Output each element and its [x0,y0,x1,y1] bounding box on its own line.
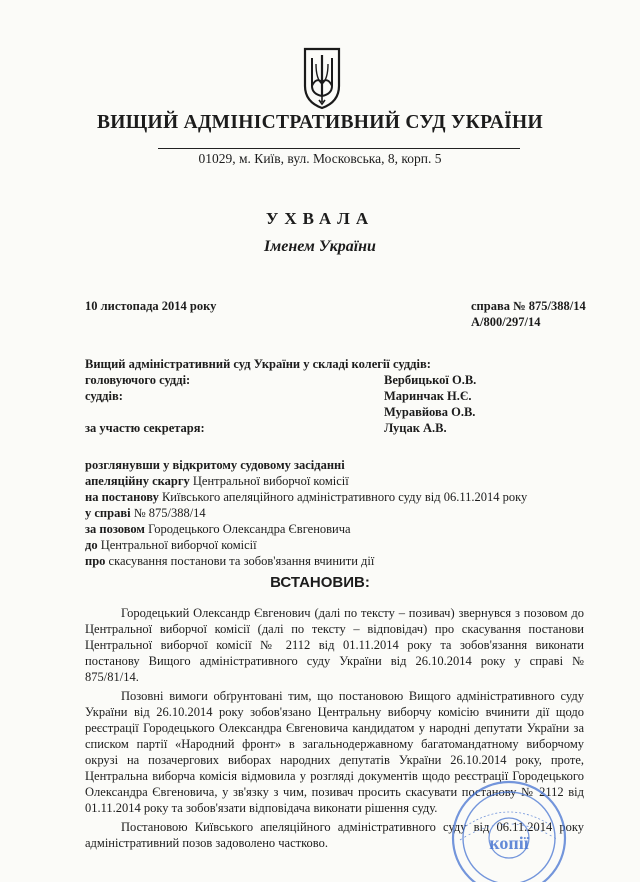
paragraph-line: Центральної виборчої комісії (далі по тексту – відповідач) про скасування постанови [85,622,584,636]
court-name: ВИЩИЙ АДМІНІСТРАТИВНИЙ СУД УКРАЇНИ [96,112,543,133]
subject-case [85,505,206,521]
paragraph-line: реєстрації Городецького Олександра Євгеновича кандидатом у народні депутати України за [85,721,584,735]
paragraph-line: Олександра Євгеновича, у зв'язку з чим, позивач просить скасувати постанову № 2112 від [85,785,584,799]
paragraph-line: України від 26.10.2014 року зобов'язано Центральну виборчу комісію вчинити дії щодо [85,705,584,719]
subject-matter-label: про [85,554,106,568]
judges-label: суддів: [85,389,123,403]
presiding-judge-name: Вербицької О.В. [384,373,477,387]
paragraph-line: Позовні вимоги обґрунтовані тим, що постановою Вищого адміністративного суду [121,689,584,703]
official-stamp-icon [444,778,574,882]
paragraph-line: 875/81/14. [85,670,139,684]
subject-matter-value: скасування постанови та зобов'язання вчинити дії [105,554,375,568]
subject-appeal [85,473,349,489]
paragraph-line: адміністративний позов задоволено частково. [85,836,328,850]
subject-ruling-label: на постанову [85,490,159,504]
presiding-label: головуючого судді: [85,373,191,387]
paragraph-line: Городецький Олександр Євгенович (далі по тексту – позивач) звернувся з позовом до [121,606,584,620]
paragraph-line: списком партії «Народний фронт» в загальнодержавному багатомандатному виборчому [85,737,584,751]
judge-name: Муравйова О.В. [384,405,476,419]
case-number-secondary: А/800/297/14 [471,315,541,329]
decision-date: 10 листопада 2014 року [85,299,217,313]
stamp-label: копії [489,833,529,853]
judge-name: Маринчак Н.Є. [384,389,472,403]
coat-of-arms-icon [302,46,342,110]
paragraph-line: Центральна виборча комісія відмовила у розгляді документів щодо реєстрації Городецького [85,769,584,783]
subject-defendant-label: до [85,538,98,552]
subject-claimant [85,521,351,537]
subject-ruling-value: Київського апеляційного адміністративного суду від 06.11.2014 року [158,490,528,504]
court-address: 01029, м. Київ, вул. Московська, 8, корп. 5 [198,151,442,166]
subject-intro: розглянувши у відкритому судовому засіданні [85,458,345,472]
subject-claimant-label: за позовом [85,522,145,536]
subject-defendant-value: Центральної виборчої комісії [97,538,257,552]
subject-case-value: № 875/388/14 [130,506,206,520]
paragraph-line: 01.11.2014 року та зобов'язати відповідача виконати рішення суду. [85,801,438,815]
subject-defendant [85,537,257,553]
established-heading: ВСТАНОВИВ: [270,574,370,591]
subject-appeal-label: апеляційну скаргу [85,474,190,488]
subject-case-label: у справі [85,506,131,520]
paragraph-line: постанову Вищого адміністративного суду України від 26.10.2014 року у справі № [85,654,584,668]
subject-appeal-value: Центральної виборчої комісії [189,474,349,488]
subject-ruling [85,489,527,505]
subject-claimant-value: Городецького Олександра Євгеновича [144,522,351,536]
paragraph-line: Постановою Київського апеляційного адміністративного суду від 06.11.2014 року [121,820,584,834]
subject-matter [85,553,374,569]
paragraph-line: окрузі на позачергових виборах народних депутатів України 26.10.2014 року, проте, [85,753,584,767]
document-type-title: УХВАЛА [265,209,375,228]
secretary-name: Луцак А.В. [384,421,447,435]
composition-intro: Вищий адміністративний суд України у складі колегії суддів: [85,357,431,371]
case-number: справа № 875/388/14 [471,299,586,313]
paragraph-line: Центральної виборчої комісії № 2112 від 01.11.2014 року та зобов'язання виконати [85,638,584,652]
secretary-label: за участю секретаря: [85,421,205,435]
header-divider [158,148,520,149]
document-subtitle: Іменем України [264,238,376,255]
